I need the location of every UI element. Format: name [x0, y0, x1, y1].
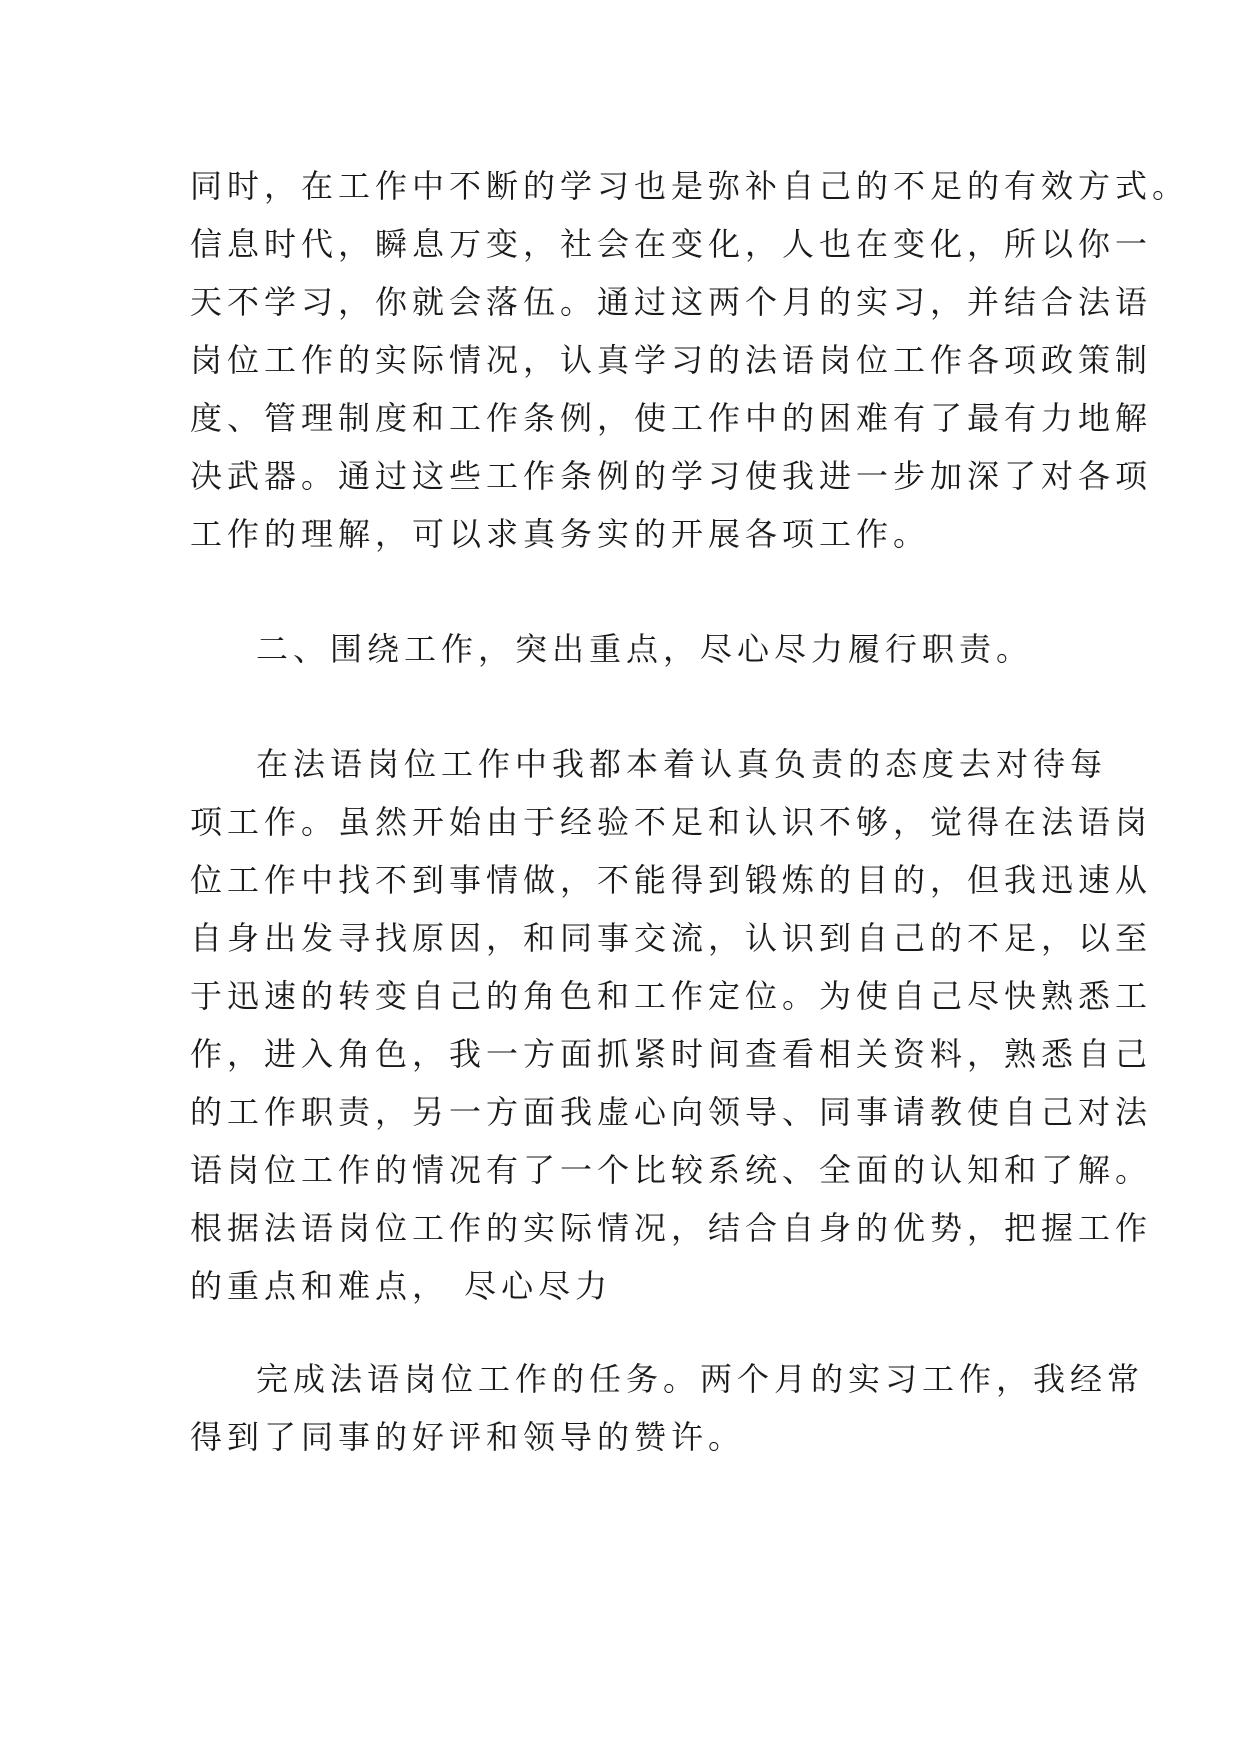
- text-line: 作，进入角色，我一方面抓紧时间查看相关资料，熟悉自己: [190, 1035, 1153, 1073]
- text-line: 位工作中找不到事情做，不能得到锻炼的目的，但我迅速从: [190, 861, 1153, 899]
- text-line: 语岗位工作的情况有了一个比较系统、全面的认知和了解。: [190, 1151, 1153, 1189]
- text-line: 得到了同事的好评和领导的赞许。: [190, 1418, 746, 1456]
- text-line: 决武器。通过这些工作条例的学习使我进一步加深了对各项: [190, 457, 1153, 495]
- text-line: 的工作职责，另一方面我虚心向领导、同事请教使自己对法: [190, 1093, 1153, 1131]
- text-line: 工作的理解，可以求真务实的开展各项工作。: [190, 515, 931, 553]
- text-line: 天不学习，你就会落伍。通过这两个月的实习，并结合法语: [190, 283, 1153, 321]
- text-line: 同时，在工作中不断的学习也是弥补自己的不足的有效方式。: [190, 167, 1190, 205]
- heading-text: 二、围绕工作，突出重点，尽心尽力履行职责。: [256, 630, 1034, 668]
- text-line: 的重点和难点， 尽心尽力: [190, 1267, 613, 1305]
- text-line: 于迅速的转变自己的角色和工作定位。为使自己尽快熟悉工: [190, 977, 1153, 1015]
- paragraph-duties: [190, 735, 1152, 1315]
- text-line: 完成法语岗位工作的任务。两个月的实习工作，我经常: [256, 1360, 1145, 1398]
- text-line: 岗位工作的实际情况，认真学习的法语岗位工作各项政策制: [190, 341, 1153, 379]
- paragraph-completion: [190, 1350, 1144, 1466]
- text-line: 信息时代，瞬息万变，社会在变化，人也在变化，所以你一: [190, 225, 1153, 263]
- text-line: 项工作。虽然开始由于经验不足和认识不够，觉得在法语岗: [190, 803, 1153, 841]
- text-line: 在法语岗位工作中我都本着认真负责的态度去对待每: [256, 745, 1108, 783]
- section-heading: [190, 620, 1033, 678]
- text-line: 根据法语岗位工作的实际情况，结合自身的优势，把握工作: [190, 1209, 1153, 1247]
- text-line: 度、管理制度和工作条例，使工作中的困难有了最有力地解: [190, 399, 1153, 437]
- paragraph-study: [190, 157, 1189, 563]
- text-line: 自身出发寻找原因，和同事交流，认识到自己的不足，以至: [190, 919, 1153, 957]
